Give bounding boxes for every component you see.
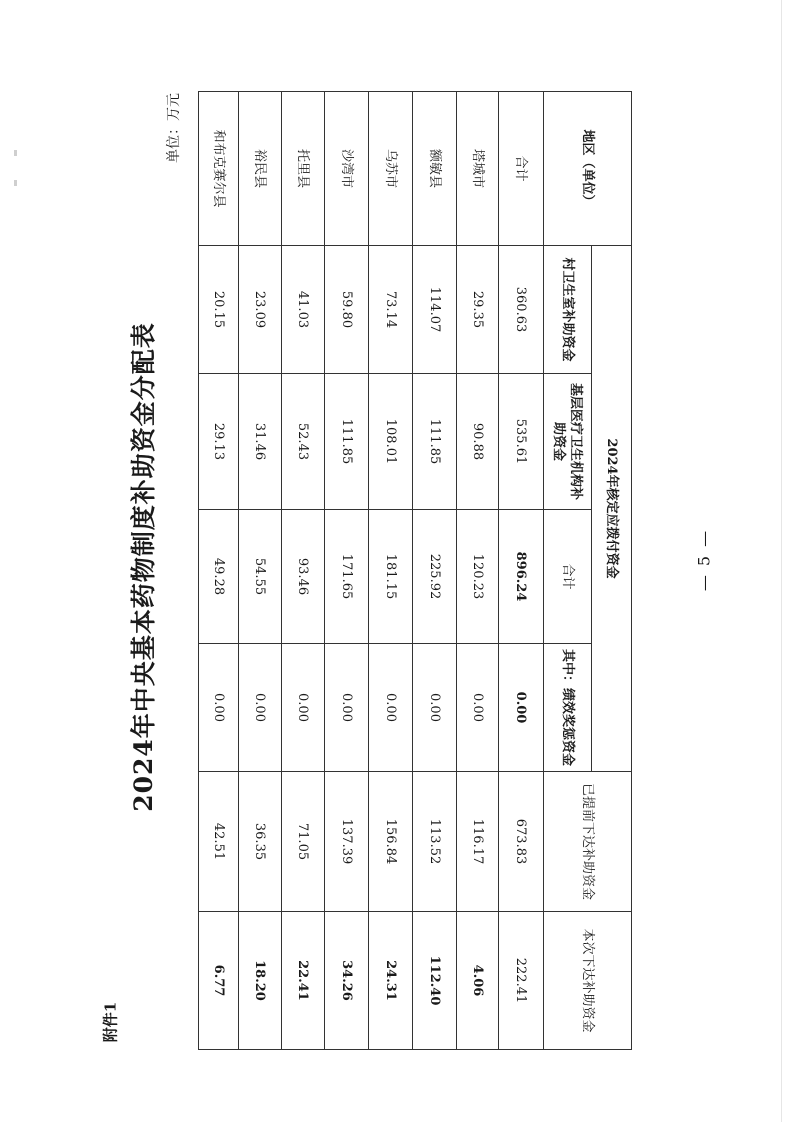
cell-performance: 0.00 (369, 644, 413, 772)
cell-advanced: 137.39 (325, 772, 369, 912)
cell-subtotal: 120.23 (457, 510, 499, 644)
cell-performance: 0.00 (457, 644, 499, 772)
attachment-label: 附件1 (101, 1001, 120, 1043)
cell-advanced: 116.17 (457, 772, 499, 912)
cell-advanced: 42.51 (199, 772, 239, 912)
document-title: 2024年中央基本药物制度补助资金分配表 (129, 322, 158, 812)
cell-region: 合计 (499, 92, 544, 246)
cell-advanced: 673.83 (499, 772, 544, 912)
allocation-table-container (199, 91, 632, 1049)
cell-current: 112.40 (413, 912, 457, 1050)
table-row (325, 92, 369, 1050)
cell-grassroots: 111.85 (325, 374, 369, 510)
cell-region: 裕民县 (239, 92, 282, 246)
cell-region: 乌苏市 (369, 92, 413, 246)
cell-subtotal: 93.46 (282, 510, 325, 644)
cell-grassroots: 535.61 (499, 374, 544, 510)
header-village-clinic: 村卫生室补助资金 (544, 246, 592, 374)
cell-village: 360.63 (499, 246, 544, 374)
cell-village: 73.14 (369, 246, 413, 374)
cell-subtotal: 181.15 (369, 510, 413, 644)
header-performance: 其中：绩效奖惩资金 (544, 644, 592, 772)
cell-performance: 0.00 (199, 644, 239, 772)
cell-current: 34.26 (325, 912, 369, 1050)
cell-current: 4.06 (457, 912, 499, 1050)
cell-current: 24.31 (369, 912, 413, 1050)
scan-smudge (14, 180, 17, 186)
cell-village: 114.07 (413, 246, 457, 374)
cell-subtotal: 225.92 (413, 510, 457, 644)
cell-grassroots: 52.43 (282, 374, 325, 510)
page-number: — 5 — (694, 528, 714, 592)
cell-advanced: 113.52 (413, 772, 457, 912)
cell-region: 额敏县 (413, 92, 457, 246)
cell-village: 20.15 (199, 246, 239, 374)
cell-region: 和布克赛尔县 (199, 92, 239, 246)
cell-village: 23.09 (239, 246, 282, 374)
unit-label: 单位：万元 (166, 93, 182, 163)
cell-village: 41.03 (282, 246, 325, 374)
cell-grassroots: 29.13 (199, 374, 239, 510)
cell-village: 59.80 (325, 246, 369, 374)
cell-subtotal: 54.55 (239, 510, 282, 644)
cell-performance: 0.00 (282, 644, 325, 772)
table-row (199, 92, 239, 1050)
header-current: 本次下达补助资金 (544, 912, 632, 1050)
cell-advanced: 71.05 (282, 772, 325, 912)
cell-performance: 0.00 (499, 644, 544, 772)
cell-grassroots: 108.01 (369, 374, 413, 510)
cell-subtotal: 896.24 (499, 510, 544, 644)
scan-smudge (14, 150, 17, 156)
cell-village: 29.35 (457, 246, 499, 374)
cell-current: 6.77 (199, 912, 239, 1050)
cell-grassroots: 31.46 (239, 374, 282, 510)
scan-edge-line (781, 0, 782, 1122)
table-row (282, 92, 325, 1050)
cell-current: 22.41 (282, 912, 325, 1050)
table-row (239, 92, 282, 1050)
cell-region: 托里县 (282, 92, 325, 246)
cell-performance: 0.00 (325, 644, 369, 772)
cell-advanced: 156.84 (369, 772, 413, 912)
cell-advanced: 36.35 (239, 772, 282, 912)
table-row (499, 92, 544, 1050)
cell-performance: 0.00 (413, 644, 457, 772)
table-row (457, 92, 499, 1050)
cell-current: 222.41 (499, 912, 544, 1050)
table-row (413, 92, 457, 1050)
cell-grassroots: 90.88 (457, 374, 499, 510)
header-2024-group: 2024年核定应拨付资金 (592, 246, 632, 772)
cell-grassroots: 111.85 (413, 374, 457, 510)
table-row (369, 92, 413, 1050)
cell-subtotal: 49.28 (199, 510, 239, 644)
header-subtotal: 合计 (544, 510, 592, 644)
cell-region: 沙湾市 (325, 92, 369, 246)
allocation-table (198, 91, 632, 1050)
cell-subtotal: 171.65 (325, 510, 369, 644)
cell-performance: 0.00 (239, 644, 282, 772)
cell-current: 18.20 (239, 912, 282, 1050)
header-region: 地区（单位） (544, 92, 632, 246)
header-grassroots: 基层医疗卫生机构补助资金 (544, 374, 592, 510)
cell-region: 塔城市 (457, 92, 499, 246)
header-advanced: 已提前下达补助资金 (544, 772, 632, 912)
